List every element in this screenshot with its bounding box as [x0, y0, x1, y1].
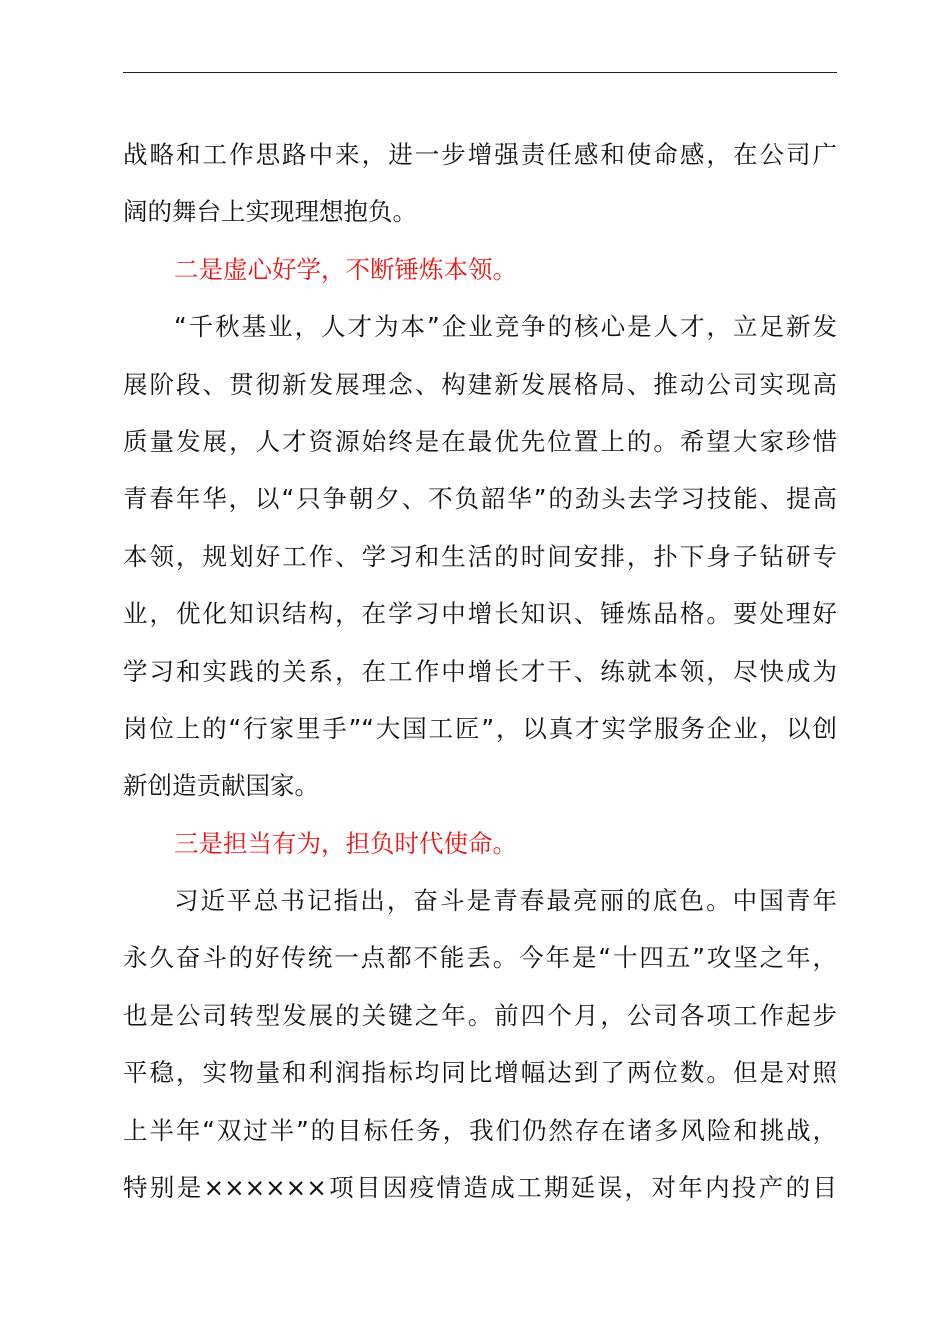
paragraph-first-line: 习近平总书记指出，奋斗是青春最亮丽的底色。中国青年: [174, 886, 837, 916]
paragraph-last-line: 阔的舞台上实现理想抱负。: [123, 197, 417, 227]
paragraph-first-line: “千秋基业，人才为本”企业竞争的核心是人才，立足新发: [174, 312, 837, 342]
paragraph-line: 质量发展，人才资源始终是在最优先位置上的。希望大家珍惜: [123, 426, 837, 456]
paragraph-line: 平稳，实物量和利润指标均同比增幅达到了两位数。但是对照: [123, 1058, 837, 1088]
paragraph-line: 永久奋斗的好传统一点都不能丢。今年是“十四五”攻坚之年，: [123, 943, 837, 973]
paragraph-line: 岗位上的“行家里手”“大国工匠”，以真才实学服务企业，以创: [123, 713, 837, 743]
paragraph-line: 上半年“双过半”的目标任务，我们仍然存在诸多风险和挑战，: [123, 1115, 837, 1145]
paragraph-line: 本领，规划好工作、学习和生活的时间安排，扑下身子钻研专: [123, 541, 837, 571]
section-heading: 三是担当有为，担负时代使命。: [174, 828, 517, 858]
paragraph-line: 展阶段、贯彻新发展理念、构建新发展格局、推动公司实现高: [123, 369, 837, 399]
paragraph-line: 也是公司转型发展的关键之年。前四个月，公司各项工作起步: [123, 1000, 837, 1030]
paragraph-line: 业，优化知识结构，在学习中增长知识、锤炼品格。要处理好: [123, 599, 837, 629]
header-rule: [123, 72, 837, 73]
paragraph-line: 青春年华，以“只争朝夕、不负韶华”的劲头去学习技能、提高: [123, 484, 837, 514]
paragraph-last-line: 新创造贡献国家。: [123, 771, 319, 801]
paragraph-line: 战略和工作思路中来，进一步增强责任感和使命感，在公司广: [123, 140, 837, 169]
paragraph-line: 特别是××××××项目因疫情造成工期延误，对年内投产的目: [123, 1173, 837, 1203]
document-body: [123, 126, 837, 1216]
section-heading: 二是虚心好学，不断锤炼本领。: [174, 254, 517, 284]
paragraph-line: 学习和实践的关系，在工作中增长才干、练就本领，尽快成为: [123, 656, 837, 686]
